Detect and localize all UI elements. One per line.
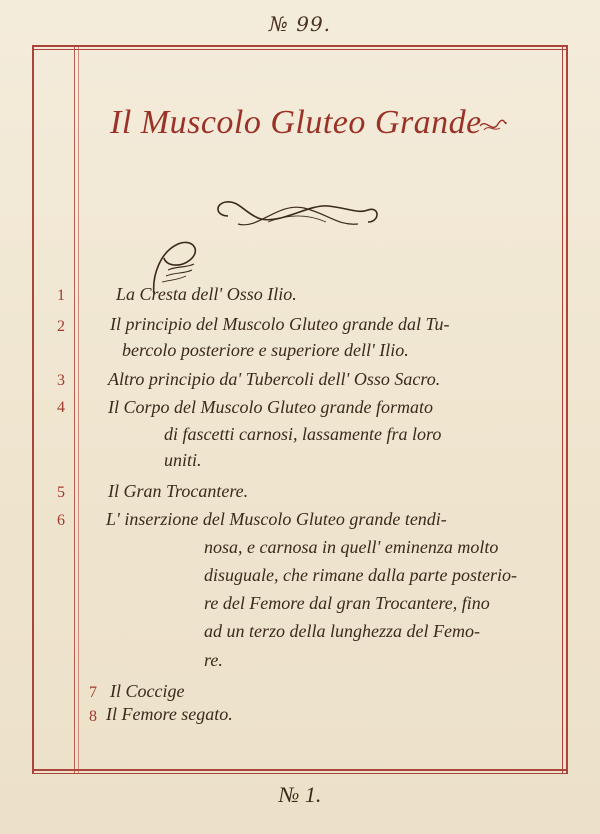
entry-line: di fascetti carnosi, lassamente fra loro: [164, 424, 442, 444]
entry-line: nosa, e carnosa in quell' eminenza molto: [204, 537, 499, 557]
frame-left-rule: [32, 45, 34, 774]
bottom-page-number: № 1.: [278, 782, 322, 807]
entry-line: ad un terzo della lunghezza del Femo-: [204, 621, 480, 641]
page-title: Il Muscolo Gluteo Grande: [110, 104, 482, 141]
margin-rule-second: [78, 45, 79, 774]
entry-line: bercolo posteriore e superiore dell' Ilio.: [122, 340, 409, 360]
entry-number: 3: [57, 372, 65, 389]
entry-number: 4: [57, 399, 65, 416]
entry-line: Il Coccige: [110, 681, 185, 701]
entry-number: 8: [89, 708, 97, 725]
frame-top-rule-inner: [32, 49, 568, 50]
margin-rule: [74, 45, 75, 774]
entry-number: 7: [89, 684, 97, 701]
entry-line: Altro principio da' Tubercoli dell' Osso Sacro.: [108, 369, 441, 389]
frame-right-rule: [566, 45, 568, 774]
entry-line: uniti.: [164, 450, 202, 470]
entry-line: Il Corpo del Muscolo Gluteo grande formato: [108, 397, 433, 417]
entry-number: 5: [57, 484, 65, 501]
entry-line: La Cresta dell' Osso Ilio.: [116, 284, 297, 304]
frame-top-rule: [32, 45, 568, 47]
scroll-flourish-icon: [208, 194, 388, 234]
entry-number: 2: [57, 318, 65, 335]
entry-number: 1: [57, 287, 65, 304]
top-page-number: № 99.: [268, 12, 332, 36]
title-flourish-icon: [478, 116, 508, 136]
entry-line: Il principio del Muscolo Gluteo grande dal Tu-: [110, 314, 450, 334]
entry-line: disuguale, che rimane dalla parte posterio-: [204, 565, 517, 585]
frame-right-rule-inner: [562, 45, 563, 774]
frame-bottom-rule: [32, 769, 568, 771]
entry-line: re.: [204, 650, 223, 670]
entry-line: re del Femore dal gran Trocantere, fino: [204, 593, 490, 613]
frame-bottom-rule-inner: [32, 773, 568, 774]
entry-line: Il Femore segato.: [106, 704, 233, 724]
entry-line: Il Gran Trocantere.: [108, 481, 249, 501]
entry-number: 6: [57, 512, 65, 529]
entry-line: L' inserzione del Muscolo Gluteo grande tendi-: [106, 509, 447, 529]
